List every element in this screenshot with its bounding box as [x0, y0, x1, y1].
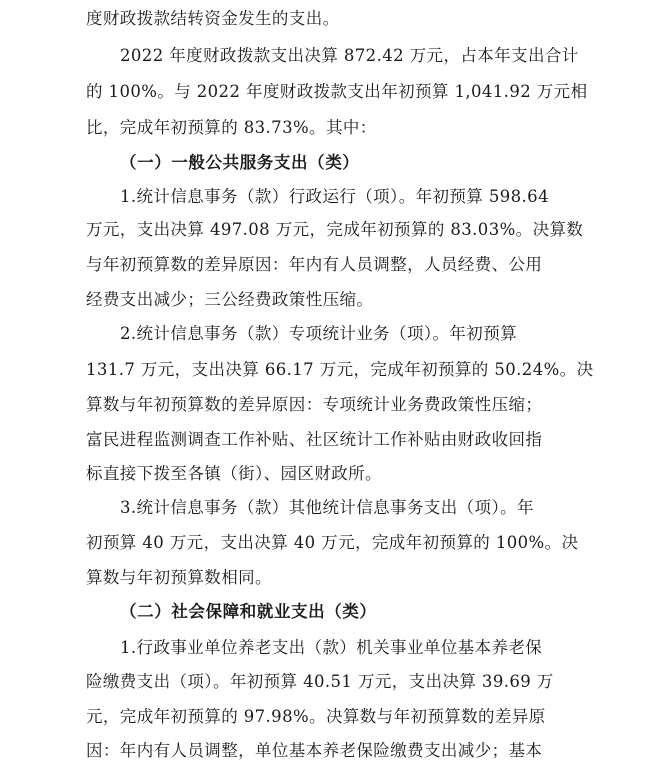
paragraph-line: 3.统计信息事务（款）其他统计信息事务支出（项）。年 — [120, 498, 534, 517]
paragraph-line: 2.统计信息事务（款）专项统计业务（项）。年初预算 — [120, 324, 517, 343]
paragraph-line: 标直接下拨至各镇（街）、园区财政所。 — [86, 464, 382, 483]
paragraph-line: 经费支出减少；三公经费政策性压缩。 — [86, 290, 374, 309]
paragraph-line: 度财政拨款结转资金发生的支出。 — [86, 9, 340, 28]
paragraph-line: 元，完成年初预算的 97.98%。决算数与年初预算数的差异原 — [86, 707, 546, 726]
paragraph-line: 1.行政事业单位养老支出（款）机关事业单位基本养老保 — [120, 638, 543, 657]
paragraph-line: 富民进程监测调查工作补贴、社区统计工作补贴由财政收回指 — [86, 430, 543, 449]
paragraph-line: 与年初预算数的差异原因：年内有人员调整，人员经费、公用 — [86, 255, 543, 274]
paragraph-line: 2022 年度财政拨款支出决算 872.42 万元，占本年支出合计 — [120, 46, 579, 65]
paragraph-line: 因：年内有人员调整，单位基本养老保险缴费支出减少；基本 — [86, 741, 543, 760]
section-heading: （一）一般公共服务支出（类） — [120, 153, 360, 172]
paragraph-line: 算数与年初预算数相同。 — [86, 568, 272, 587]
section-heading: （二）社会保障和就业支出（类） — [120, 602, 377, 621]
paragraph-line: 险缴费支出（项）。年初预算 40.51 万元，支出决算 39.69 万 — [86, 672, 554, 691]
paragraph-line: 初预算 40 万元，支出决算 40 万元，完成年初预算的 100%。决 — [86, 533, 579, 552]
paragraph-line: 的 100%。与 2022 年度财政拨款支出年初预算 1,041.92 万元相 — [86, 82, 588, 101]
paragraph-line: 算数与年初预算数的差异原因：专项统计业务费政策性压缩； — [86, 395, 543, 414]
paragraph-line: 比，完成年初预算的 83.73%。其中： — [86, 118, 377, 137]
paragraph-line: 1.统计信息事务（款）行政运行（项）。年初预算 598.64 — [120, 187, 549, 206]
paragraph-line: 万元，支出决算 497.08 万元，完成年初预算的 83.03%。决算数 — [86, 220, 584, 239]
paragraph-line: 131.7 万元，支出决算 66.17 万元，完成年初预算的 50.24%。决 — [86, 360, 594, 379]
